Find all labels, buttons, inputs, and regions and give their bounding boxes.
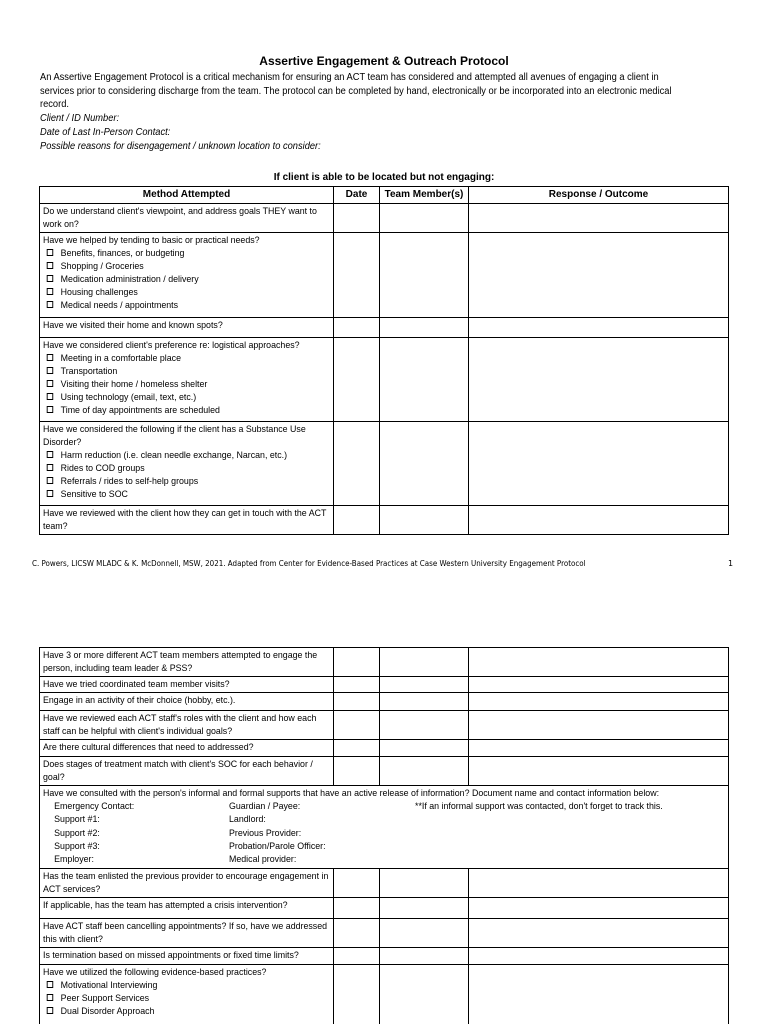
team-member-cell[interactable] <box>380 693 469 711</box>
header-team-members: Team Member(s) <box>380 187 469 204</box>
method-cell: Have we considered client's preference re: logistical approaches? Meeting in a comfortable place Transportation Visiting their home / homeless shelter Using technology (email, text, etc.) Time of day appointments are scheduled <box>40 338 334 422</box>
method-cell: Have we visited their home and known spots? <box>40 318 334 338</box>
page-title: Assertive Engagement & Outreach Protocol <box>259 54 509 68</box>
document-page-2 <box>0 590 768 1024</box>
supports-intro: Have we consulted with the person's informal and formal supports that have an active release of information? Document name and contact information below: <box>43 788 660 799</box>
checklist-item[interactable]: Rides to COD groups <box>43 462 329 475</box>
checkbox-icon[interactable] <box>47 393 54 400</box>
landlord-label[interactable]: Landlord: <box>229 814 266 826</box>
table-row <box>40 869 729 898</box>
checklist-item[interactable]: Harm reduction (i.e. clean needle exchange, Narcan, etc.) <box>43 449 329 462</box>
response-cell[interactable] <box>469 677 729 693</box>
table-row <box>40 677 729 693</box>
response-cell[interactable] <box>469 233 729 318</box>
support-3-label[interactable]: Support #3: <box>54 840 100 852</box>
previous-provider-label[interactable]: Previous Provider: <box>229 827 302 839</box>
checklist-item[interactable]: Sensitive to SOC <box>43 488 329 501</box>
method-cell: Are there cultural differences that need to addressed? <box>40 740 334 757</box>
method-cell: Have we considered the following if the client has a Substance Use Disorder? Harm reduction (i.e. clean needle exchange, Narcan, etc.) Rides to COD groups Referrals / rides to self-help groups Sensitive to SOC <box>40 422 334 506</box>
method-cell: Have 3 or more different ACT team members attempted to engage the person, including team leader & PSS? <box>40 648 334 677</box>
response-cell[interactable] <box>469 338 729 422</box>
checklist-item[interactable]: Meeting in a comfortable place <box>43 352 329 365</box>
checkbox-icon[interactable] <box>47 490 54 497</box>
date-cell[interactable] <box>334 648 380 677</box>
checkbox-icon[interactable] <box>47 354 54 361</box>
date-cell[interactable] <box>334 965 380 1024</box>
header-method: Method Attempted <box>40 187 334 204</box>
table-row <box>40 740 729 757</box>
checklist-item[interactable]: Benefits, finances, or budgeting <box>43 247 329 260</box>
method-cell: Have we tried coordinated team member visits? <box>40 677 334 693</box>
checklist-item[interactable]: Peer Support Services <box>43 992 329 1005</box>
table-row <box>40 757 729 786</box>
checklist-item[interactable]: Time of day appointments are scheduled <box>43 404 329 417</box>
method-cell: Do we understand client's viewpoint, and address goals THEY want to work on? <box>40 204 334 233</box>
method-cell: Has the team enlisted the previous provider to encourage engagement in ACT services? <box>40 869 334 898</box>
guardian-payee-label[interactable]: Guardian / Payee: <box>229 801 301 812</box>
table-row <box>40 204 729 233</box>
checklist-item[interactable]: Dual Disorder Approach <box>43 1005 329 1018</box>
section-subheading: If client is able to be located but not engaging: <box>273 172 495 183</box>
team-member-cell[interactable] <box>380 919 469 948</box>
checklist-item[interactable]: Medical needs / appointments <box>43 299 329 312</box>
date-cell[interactable] <box>334 757 380 786</box>
emergency-contact-label[interactable]: Emergency Contact: <box>54 801 135 812</box>
date-cell[interactable] <box>334 677 380 693</box>
method-cell: Does stages of treatment match with client's SOC for each behavior / goal? <box>40 757 334 786</box>
date-cell[interactable] <box>334 233 380 318</box>
team-member-cell[interactable] <box>380 204 469 233</box>
checklist-item[interactable]: Motivational Interviewing <box>43 979 329 992</box>
table-row <box>40 506 729 535</box>
checklist-item[interactable]: Using technology (email, text, etc.) <box>43 391 329 404</box>
medical-provider-label[interactable]: Medical provider: <box>229 854 297 866</box>
engagement-table-2 <box>39 647 729 1024</box>
table-row <box>40 338 729 422</box>
checkbox-icon[interactable] <box>47 288 54 295</box>
method-cell: If applicable, has the team has attempted a crisis intervention? <box>40 898 334 919</box>
response-cell[interactable] <box>469 757 729 786</box>
supports-cell <box>40 786 729 869</box>
client-id-label: Client / ID Number: <box>40 113 120 124</box>
checkbox-icon[interactable] <box>47 451 54 458</box>
checkbox-icon[interactable] <box>47 249 54 256</box>
method-cell: Have ACT staff been cancelling appointments? If so, have we addressed this with client? <box>40 919 334 948</box>
date-cell[interactable] <box>334 948 380 965</box>
team-member-cell[interactable] <box>380 318 469 338</box>
checkbox-icon[interactable] <box>47 994 54 1001</box>
page-footer: C. Powers, LICSW MLADC & K. McDonnell, MSW, 2021. Adapted from Center for Evidence-Based Practices at Case Western University Engagement Protocol <box>32 559 586 568</box>
date-cell[interactable] <box>334 204 380 233</box>
checkbox-icon[interactable] <box>47 981 54 988</box>
team-member-cell[interactable] <box>380 338 469 422</box>
response-cell[interactable] <box>469 711 729 740</box>
response-cell[interactable] <box>469 204 729 233</box>
table-row <box>40 693 729 711</box>
checkbox-icon[interactable] <box>47 464 54 471</box>
informal-support-note: **If an informal support was contacted, don't forget to track this. <box>415 801 663 812</box>
table-row <box>40 648 729 677</box>
checklist-item[interactable]: Medication administration / delivery <box>43 273 329 286</box>
method-cell: Have we helped by tending to basic or practical needs? Benefits, finances, or budgeting Shopping / Groceries Medication administration / delivery Housing challenges Medical needs / appointments <box>40 233 334 318</box>
response-cell[interactable] <box>469 318 729 338</box>
checkbox-icon[interactable] <box>47 406 54 413</box>
date-cell[interactable] <box>334 506 380 535</box>
team-member-cell[interactable] <box>380 711 469 740</box>
table-row <box>40 711 729 740</box>
team-member-cell[interactable] <box>380 233 469 318</box>
team-member-cell[interactable] <box>380 965 469 1024</box>
date-cell[interactable] <box>334 740 380 757</box>
support-1-label[interactable]: Support #1: <box>54 814 100 826</box>
checklist-item[interactable]: Housing challenges <box>43 286 329 299</box>
checkbox-icon[interactable] <box>47 301 54 308</box>
checkbox-icon[interactable] <box>47 380 54 387</box>
checklist-item[interactable]: Transportation <box>43 365 329 378</box>
response-cell[interactable] <box>469 740 729 757</box>
response-cell[interactable] <box>469 648 729 677</box>
date-cell[interactable] <box>334 693 380 711</box>
team-member-cell[interactable] <box>380 677 469 693</box>
support-2-label[interactable]: Support #2: <box>54 827 100 839</box>
supports-grid <box>43 800 677 866</box>
method-cell: Have we utilized the following evidence-based practices? Motivational Interviewing Peer Support Services Dual Disorder Approach <box>40 965 334 1024</box>
checkbox-icon[interactable] <box>47 275 54 282</box>
table-row <box>40 233 729 318</box>
method-cell: Is termination based on missed appointments or fixed time limits? <box>40 948 334 965</box>
team-member-cell[interactable] <box>380 869 469 898</box>
table-row <box>40 965 729 1024</box>
checkbox-icon[interactable] <box>47 1007 54 1014</box>
date-cell[interactable] <box>334 919 380 948</box>
header-response: Response / Outcome <box>469 187 729 204</box>
checklist-item[interactable]: Shopping / Groceries <box>43 260 329 273</box>
response-cell[interactable] <box>469 919 729 948</box>
team-member-cell[interactable] <box>380 740 469 757</box>
table-header-row <box>40 187 729 204</box>
team-member-cell[interactable] <box>380 948 469 965</box>
team-member-cell[interactable] <box>380 648 469 677</box>
intro-paragraph: An Assertive Engagement Protocol is a critical mechanism for ensuring an ACT team has considered and attempted all avenues of engaging a client in services prior to considering discharge from the team. The protocol can be completed by hand, electronically or be incorporated into an electronic medical record. <box>40 72 672 110</box>
table-row <box>40 948 729 965</box>
last-contact-label: Date of Last In-Person Contact: <box>40 127 171 138</box>
supports-row <box>40 786 729 869</box>
engagement-table-1 <box>39 186 729 535</box>
reasons-label: Possible reasons for disengagement / unknown location to consider: <box>40 141 321 152</box>
method-cell: Have we reviewed with the client how they can get in touch with the ACT team? <box>40 506 334 535</box>
team-member-cell[interactable] <box>380 757 469 786</box>
date-cell[interactable] <box>334 338 380 422</box>
response-cell[interactable] <box>469 693 729 711</box>
response-cell[interactable] <box>469 506 729 535</box>
method-cell: Engage in an activity of their choice (hobby, etc.). <box>40 693 334 711</box>
response-cell[interactable] <box>469 422 729 506</box>
response-cell[interactable] <box>469 948 729 965</box>
page-number: 1 <box>728 559 734 568</box>
table-row <box>40 422 729 506</box>
employer-label[interactable]: Employer: <box>54 854 94 866</box>
team-member-cell[interactable] <box>380 422 469 506</box>
date-cell[interactable] <box>334 318 380 338</box>
checkbox-icon[interactable] <box>47 477 54 484</box>
date-cell[interactable] <box>334 422 380 506</box>
table-row <box>40 318 729 338</box>
table-row <box>40 919 729 948</box>
checklist-item[interactable]: Referrals / rides to self-help groups <box>43 475 329 488</box>
team-member-cell[interactable] <box>380 506 469 535</box>
checklist-item[interactable]: Visiting their home / homeless shelter <box>43 378 329 391</box>
method-cell: Have we reviewed each ACT staff's roles with the client and how each staff can be helpful with client's individual goals? <box>40 711 334 740</box>
response-cell[interactable] <box>469 898 729 919</box>
table-row <box>40 898 729 919</box>
response-cell[interactable] <box>469 965 729 1024</box>
date-cell[interactable] <box>334 898 380 919</box>
date-cell[interactable] <box>334 869 380 898</box>
header-date: Date <box>334 187 380 204</box>
checkbox-icon[interactable] <box>47 367 54 374</box>
probation-officer-label[interactable]: Probation/Parole Officer: <box>229 840 326 852</box>
date-cell[interactable] <box>334 711 380 740</box>
checkbox-icon[interactable] <box>47 262 54 269</box>
team-member-cell[interactable] <box>380 898 469 919</box>
response-cell[interactable] <box>469 869 729 898</box>
